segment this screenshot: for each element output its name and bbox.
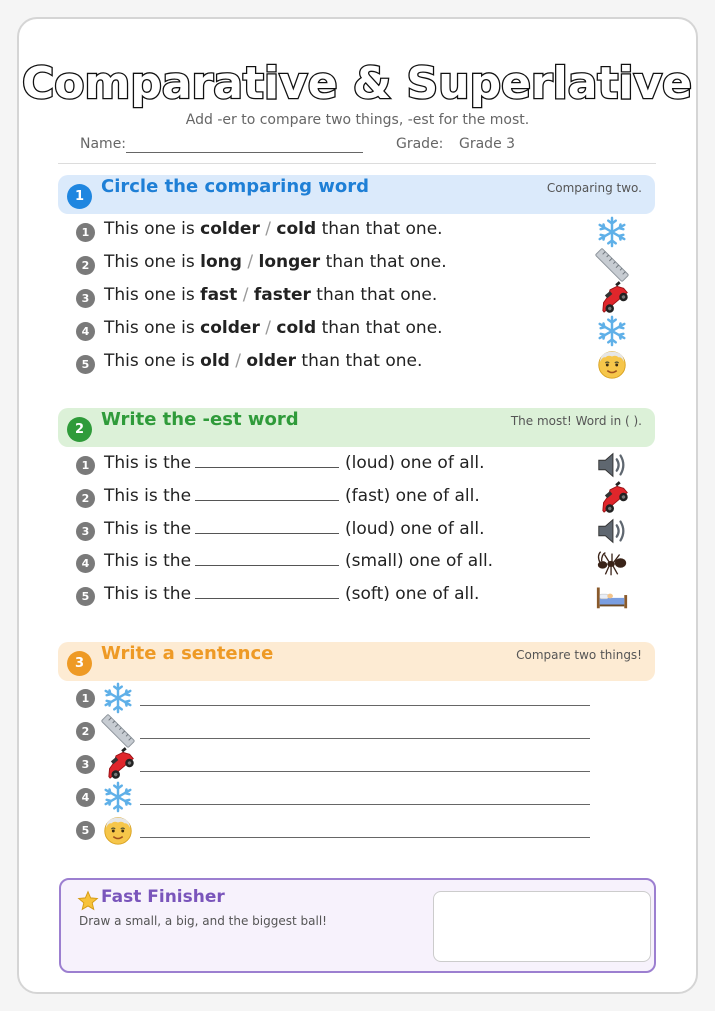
title-banner <box>0 40 715 120</box>
hint-word: (loud) one of all. <box>345 453 485 473</box>
word-choice-b[interactable]: longer <box>258 252 321 272</box>
sentence-end: than that one. <box>301 351 423 371</box>
speaker-icon <box>594 514 630 548</box>
race-car-icon <box>100 747 136 781</box>
speaker-icon <box>594 448 630 482</box>
sentence-start: This one is <box>104 285 195 305</box>
grade-label: Grade: <box>396 136 444 152</box>
race-car-icon <box>594 281 630 315</box>
sentence-writing-row <box>76 780 596 814</box>
fill-in-row <box>76 516 646 546</box>
sentence-text <box>104 452 484 473</box>
page-title: Comparative & Superlative <box>21 58 693 109</box>
hint-word: (loud) one of all. <box>345 519 485 539</box>
slash-divider: / <box>235 351 241 371</box>
writing-line[interactable] <box>140 738 590 739</box>
sentence-row <box>76 316 646 346</box>
sentence-start: This is the <box>104 519 192 539</box>
item-number: 3 <box>76 522 95 541</box>
old-man-icon <box>594 347 630 381</box>
section-1-header <box>58 175 655 214</box>
sentence-row <box>76 349 646 379</box>
ant-icon <box>594 546 630 580</box>
fill-in-row <box>76 548 646 578</box>
race-car-icon <box>594 481 630 515</box>
answer-blank[interactable] <box>195 518 339 534</box>
section-3-title: Write a sentence <box>101 643 274 664</box>
sentence-text <box>104 485 480 506</box>
writing-line[interactable] <box>140 837 590 838</box>
sentence-start: This is the <box>104 453 192 473</box>
sentence-end: than that one. <box>321 219 443 239</box>
item-number: 4 <box>76 554 95 573</box>
sentence-writing-row <box>76 714 596 748</box>
section-1-badge: 1 <box>67 184 92 209</box>
snowflake-icon <box>100 780 136 814</box>
writing-line[interactable] <box>140 705 590 706</box>
sentence-text <box>104 318 443 338</box>
sentence-writing-row <box>76 681 596 715</box>
slash-divider: / <box>242 285 249 305</box>
sentence-text <box>104 252 447 272</box>
section-3-header <box>58 642 655 681</box>
fill-in-row <box>76 483 646 513</box>
section-2-title: Write the -est word <box>101 409 299 430</box>
grade-value: Grade 3 <box>459 136 516 152</box>
fill-in-row <box>76 450 646 480</box>
item-number: 4 <box>76 788 95 807</box>
drawing-area[interactable] <box>433 891 651 962</box>
snowflake-icon <box>594 314 630 348</box>
old-man-icon <box>100 813 136 847</box>
slash-divider: / <box>265 219 271 239</box>
item-number: 3 <box>76 289 95 308</box>
item-number: 5 <box>76 587 95 606</box>
word-choice-a[interactable]: colder <box>200 318 260 338</box>
sentence-start: This one is <box>104 252 195 272</box>
sentence-text <box>104 285 437 305</box>
item-number: 5 <box>76 821 95 840</box>
hint-word: (fast) one of all. <box>345 486 480 506</box>
word-choice-a[interactable]: old <box>200 351 230 371</box>
ruler-icon <box>100 714 136 748</box>
ruler-icon <box>594 248 630 282</box>
item-number: 5 <box>76 355 95 374</box>
sentence-row <box>76 217 646 247</box>
sentence-text <box>104 583 479 604</box>
sentence-end: than that one. <box>321 318 443 338</box>
word-choice-a[interactable]: colder <box>200 219 260 239</box>
sentence-end: than that one. <box>316 285 438 305</box>
section-3-note: Compare two things! <box>516 648 642 662</box>
item-number: 1 <box>76 223 95 242</box>
answer-blank[interactable] <box>195 550 339 566</box>
answer-blank[interactable] <box>195 485 339 501</box>
section-3-badge: 3 <box>67 651 92 676</box>
name-field[interactable] <box>126 152 363 153</box>
item-number: 4 <box>76 322 95 341</box>
section-2-badge: 2 <box>67 417 92 442</box>
item-number: 1 <box>76 689 95 708</box>
word-choice-b[interactable]: cold <box>276 219 317 239</box>
sentence-start: This is the <box>104 486 192 506</box>
section-2-header <box>58 408 655 447</box>
sentence-start: This is the <box>104 584 192 604</box>
word-choice-b[interactable]: faster <box>253 285 311 305</box>
slash-divider: / <box>265 318 271 338</box>
sentence-row <box>76 283 646 313</box>
word-choice-b[interactable]: older <box>246 351 296 371</box>
slash-divider: / <box>247 252 254 272</box>
word-choice-a[interactable]: long <box>200 252 242 272</box>
page-subtitle: Add -er to compare two things, -est for the most. <box>185 112 530 128</box>
item-number: 3 <box>76 755 95 774</box>
sentence-start: This one is <box>104 351 195 371</box>
section-1-note: Comparing two. <box>546 181 642 195</box>
fast-finisher-text: Draw a small, a big, and the biggest ball! <box>79 914 327 928</box>
answer-blank[interactable] <box>195 452 339 468</box>
bed-icon <box>594 579 630 613</box>
sentence-row <box>76 250 646 280</box>
sentence-start: This one is <box>104 318 195 338</box>
fast-finisher-title: Fast Finisher <box>101 887 225 907</box>
snowflake-icon <box>594 215 630 249</box>
star-icon <box>77 890 99 912</box>
sentence-writing-row <box>76 813 596 847</box>
section-1-title: Circle the comparing word <box>101 176 370 197</box>
snowflake-icon <box>100 681 136 715</box>
item-number: 2 <box>76 489 95 508</box>
fill-in-row <box>76 581 646 611</box>
word-choice-a[interactable]: fast <box>200 285 238 305</box>
word-choice-b[interactable]: cold <box>276 318 317 338</box>
item-number: 1 <box>76 456 95 475</box>
fast-finisher-box <box>59 878 656 973</box>
hint-word: (soft) one of all. <box>345 584 480 604</box>
writing-line[interactable] <box>140 771 590 772</box>
section-2-note: The most! Word in ( ). <box>510 414 642 428</box>
sentence-text <box>104 518 484 539</box>
sentence-text <box>104 351 422 371</box>
item-number: 2 <box>76 256 95 275</box>
name-label: Name: <box>80 136 127 152</box>
sentence-text <box>104 219 443 239</box>
item-number: 2 <box>76 722 95 741</box>
answer-blank[interactable] <box>195 583 339 599</box>
sentence-end: than that one. <box>325 252 447 272</box>
header-divider <box>58 163 656 164</box>
writing-line[interactable] <box>140 804 590 805</box>
sentence-start: This is the <box>104 551 192 571</box>
sentence-text <box>104 550 493 571</box>
hint-word: (small) one of all. <box>345 551 494 571</box>
sentence-writing-row <box>76 747 596 781</box>
sentence-start: This one is <box>104 219 195 239</box>
